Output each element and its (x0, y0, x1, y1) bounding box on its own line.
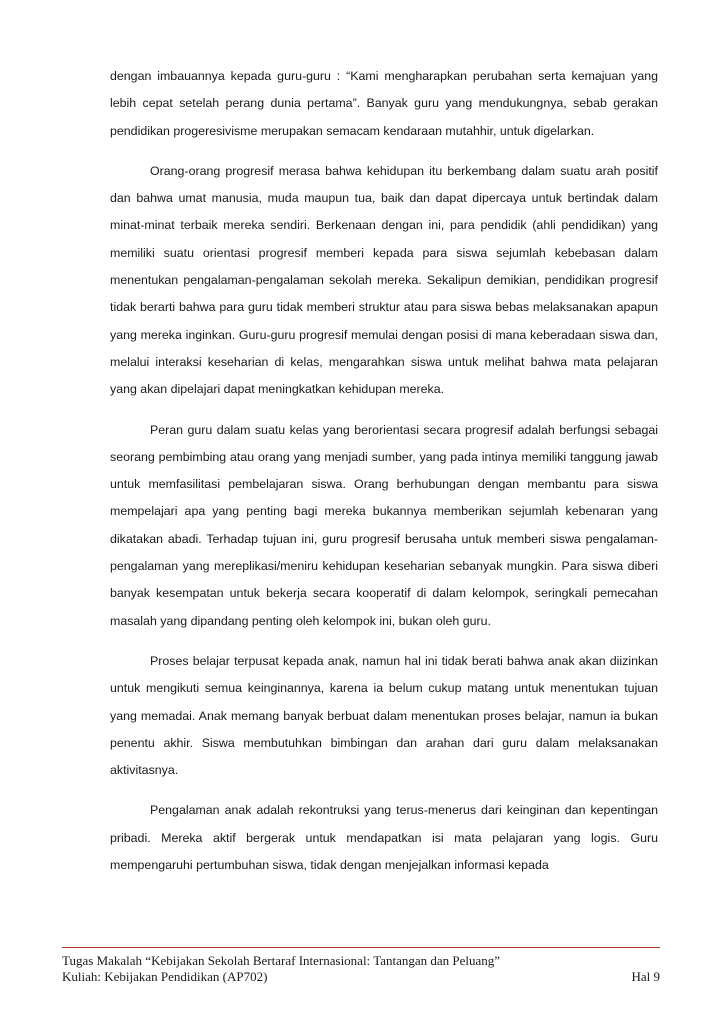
page-footer (62, 947, 660, 985)
paragraph-learning-process: Proses belajar terpusat kepada anak, namun hal ini tidak berati bahwa anak akan diizinkan untuk mengikuti semua keinginannya, karena ia belum cukup matang untuk menentukan tujuan yang memadai. Anak memang banyak berbuat dalam menentukan proses belajar, namun ia bukan penentu akhir. Siswa membutuhkan bimbingan dan arahan dari guru dalam melaksanakan aktivitasnya. (110, 653, 658, 778)
body-text (110, 63, 658, 892)
paragraph-child-experience: Pengalaman anak adalah rekontruksi yang terus-menerus dari keinginan dan kepentingan pribadi. Mereka aktif bergerak untuk mendapatkan isi mata pelajaran yang logis. Guru mempengaruhi pertumbuhan siswa, tidak dengan menjejalkan informasi kepada (110, 803, 658, 873)
page-number: Hal 9 (631, 969, 660, 984)
footer-assignment-title: Tugas Makalah “Kebijakan Sekolah Bertaraf Internasional: Tantangan dan Peluang” (62, 953, 501, 968)
footer-row-1 (62, 953, 660, 969)
footer-course: Kuliah: Kebijakan Pendidikan (AP702) (62, 969, 268, 984)
paragraph-progressives: Orang-orang progresif merasa bahwa kehidupan itu berkembang dalam suatu arah positif dan bahwa umat manusia, muda maupun tua, baik dan dapat dipercaya untuk bertindak dalam minat-minat terbaik mereka sendiri. Berkenaan dengan ini, para pendidik (ahli pendidikan) yang memiliki suatu orientasi progresif memberi kepada para siswa sejumlah kebebasan dalam menentukan pengalaman-pengalaman sekolah mereka. Sekalipun demikian, pendidikan progresif tidak berarti bahwa para guru tidak memberi struktur atau para siswa bebas melaksanakan apapun yang mereka inginkan. Guru-guru progresif memulai dengan posisi di mana keberadaan siswa dan, melalui interaksi keseharian di kelas, mengarahkan siswa untuk melihat bahwa mata pelajaran yang akan dipelajari dapat meningkatkan kehidupan mereka. (110, 163, 658, 397)
paragraph-teacher-role: Peran guru dalam suatu kelas yang berorientasi secara progresif adalah berfungsi sebagai seorang pembimbing atau orang yang menjadi sumber, yang pada intinya memiliki tanggung jawab untuk memfasilitasi pembelajaran siswa. Orang berhubungan dengan membantu para siswa mempelajari apa yang penting bagi mereka bukannya memberikan sejumlah kebenaran yang dikatakan abadi. Terhadap tujuan ini, guru progresif berusaha untuk memberi siswa pengalaman-pengalaman yang mereplikasi/meniru kehidupan keseharian sebanyak mungkin. Para siswa diberi banyak kesempatan untuk bekerja secara kooperatif di dalam kelompok, seringkali pemecahan masalah yang dipandang penting oleh kelompok ini, bukan oleh guru. (110, 422, 658, 628)
footer-row-2 (62, 969, 660, 985)
paragraph-continuation: dengan imbauannya kepada guru-guru : “Kami mengharapkan perubahan serta kemajuan yang lebih cepat setelah perang dunia pertama”. Banyak guru yang mendukungnya, sebab gerakan pendidikan progeresivisme merupakan semacam kendaraan mutahhir, untuk digelarkan. (110, 69, 658, 138)
